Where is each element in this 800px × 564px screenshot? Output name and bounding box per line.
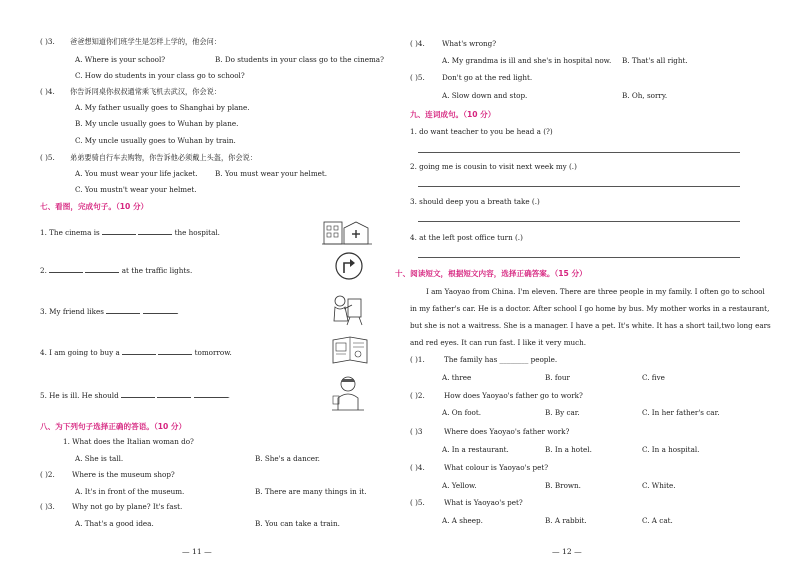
- section9-heading: 九、连词成句。（10 分）: [410, 110, 496, 119]
- buildings-icon: [322, 218, 372, 246]
- blank[interactable]: [157, 397, 191, 398]
- answer-line[interactable]: [418, 186, 740, 187]
- q3-option-b: B. Do students in your class go to the cinema?: [215, 55, 384, 64]
- q3-prompt: 爸爸想知道你们班学生是怎样上学的，他会问：: [70, 37, 221, 46]
- s8-q3: Why not go by plane? It's fast.: [72, 502, 183, 511]
- s10-q2-c: C. In her father's car.: [642, 408, 720, 417]
- s10-q5: What is Yaoyao's pet?: [444, 498, 523, 507]
- s10-q3-c: C. In a hospital.: [642, 445, 700, 454]
- passage-line: I am Yaoyao from China. I'm eleven. There are three people in my family. I often go to school: [426, 287, 765, 296]
- r-q5-option-a: A. Slow down and stop.: [442, 91, 528, 100]
- r-q4: What's wrong?: [442, 39, 497, 48]
- q5-option-a: A. You must wear your life jacket.: [75, 169, 198, 178]
- blank[interactable]: [194, 397, 228, 398]
- q4-option-c: C. My uncle usually goes to Wuhan by train.: [75, 136, 236, 145]
- s8-q3-paren[interactable]: ( )3.: [40, 502, 55, 511]
- s10-q3-b: B. In a hotel.: [545, 445, 592, 454]
- blank[interactable]: [49, 272, 83, 273]
- s10-q2-b: B. By car.: [545, 408, 580, 417]
- s10-q4-c: C. White.: [642, 481, 676, 490]
- s10-q5-paren[interactable]: ( )5.: [410, 498, 425, 507]
- s10-q4: What colour is Yaoyao's pet?: [444, 463, 549, 472]
- blank[interactable]: [106, 313, 140, 314]
- s8-q2-option-a: A. It's in front of the museum.: [75, 487, 185, 496]
- q3-option-c: C. How do students in your class go to school?: [75, 71, 245, 80]
- s10-q3-a: A. In a restaurant.: [442, 445, 509, 454]
- q5-option-b: B. You must wear your helmet.: [215, 169, 328, 178]
- s10-q4-b: B. Brown.: [545, 481, 581, 490]
- s9-item2: 2. going me is cousin to visit next week my (.): [410, 162, 577, 171]
- passage-line: in my father's car. He is a doctor. After school I go home by bus. My mother works in a restaurant,: [410, 304, 770, 313]
- s8-q2-paren[interactable]: ( )2.: [40, 470, 55, 479]
- s10-q3-paren[interactable]: ( )3: [410, 427, 423, 436]
- passage-line: but she is not a waitress. She is a manager. I have a pet. It's white. It has a short tail,two long ears: [410, 321, 771, 330]
- r-q4-option-b: B. That's all right.: [622, 56, 688, 65]
- sick-boy-icon: [328, 374, 368, 412]
- blank[interactable]: [158, 354, 192, 355]
- q4-option-a: A. My father usually goes to Shanghai by plane.: [75, 103, 250, 112]
- page-number-left: — 11 —: [182, 547, 212, 556]
- s10-q4-paren[interactable]: ( )4.: [410, 463, 425, 472]
- s7-item1: 1. The cinema is the hospital.: [40, 228, 220, 237]
- answer-line[interactable]: [418, 221, 740, 222]
- q4-prompt: 你告诉同桌你叔叔通常乘飞机去武汉，你会说：: [70, 87, 221, 96]
- q3-paren[interactable]: ( )3.: [40, 37, 55, 46]
- blank[interactable]: [122, 354, 156, 355]
- s9-item1: 1. do want teacher to you be head a (?): [410, 127, 553, 136]
- s7-item3: 3. My friend likes .: [40, 307, 179, 316]
- s9-item4: 4. at the left post office turn (.): [410, 233, 523, 242]
- s10-q5-a: A. A sheep.: [442, 516, 483, 525]
- passage-line: and red eyes. It can run fast. I like it very much.: [410, 338, 587, 347]
- q4-paren[interactable]: ( )4.: [40, 87, 55, 96]
- page-number-right: — 12 —: [552, 547, 582, 556]
- s7-item4: 4. I am going to buy a tomorrow.: [40, 348, 232, 357]
- q4-option-b: B. My uncle usually goes to Wuhan by plane.: [75, 119, 239, 128]
- s8-q1-option-b: B. She's a dancer.: [255, 454, 320, 463]
- s7-item2: 2. at the traffic lights.: [40, 266, 193, 275]
- blank[interactable]: [102, 234, 136, 235]
- section7-heading: 七、看图，完成句子。（10 分）: [40, 202, 149, 211]
- q5-option-c: C. You mustn't wear your helmet.: [75, 185, 197, 194]
- s10-q2-paren[interactable]: ( )2.: [410, 391, 425, 400]
- s10-q1-a: A. three: [442, 373, 472, 382]
- s10-q2-a: A. On foot.: [442, 408, 482, 417]
- answer-line[interactable]: [418, 152, 740, 153]
- answer-line[interactable]: [418, 257, 740, 258]
- blank[interactable]: [143, 313, 177, 314]
- s10-q2: How does Yaoyao's father go to work?: [444, 391, 583, 400]
- s8-q2-option-b: B. There are many things in it.: [255, 487, 367, 496]
- r-q5-option-b: B. Oh, sorry.: [622, 91, 668, 100]
- s10-q4-a: A. Yellow.: [442, 481, 477, 490]
- s10-q1-b: B. four: [545, 373, 570, 382]
- section10-heading: 十、阅读短文，根据短文内容，选择正确答案。（15 分）: [395, 269, 587, 278]
- s10-q1-c: C. five: [642, 373, 665, 382]
- s8-q3-option-b: B. You can take a train.: [255, 519, 340, 528]
- s10-q1-paren[interactable]: ( )1.: [410, 355, 425, 364]
- s7-item5: 5. He is ill. He should .: [40, 391, 230, 400]
- s9-item3: 3. should deep you a breath take (.): [410, 197, 540, 206]
- r-q5: Don't go at the red light.: [442, 73, 533, 82]
- s8-q1-option-a: A. She is tall.: [75, 454, 124, 463]
- section8-heading: 八、为下列句子选择正确的答语。（10 分）: [40, 422, 187, 431]
- blank[interactable]: [138, 234, 172, 235]
- r-q4-option-a: A. My grandma is ill and she's in hospital now.: [442, 56, 612, 65]
- magazine-icon: [330, 334, 370, 366]
- s10-q3: Where does Yaoyao's father work?: [444, 427, 570, 436]
- r-q5-paren[interactable]: ( )5.: [410, 73, 425, 82]
- turn-right-sign-icon: [334, 251, 364, 283]
- q5-paren[interactable]: ( )5.: [40, 153, 55, 162]
- s8-q3-option-a: A. That's a good idea.: [75, 519, 154, 528]
- drawing-person-icon: [330, 293, 364, 327]
- blank[interactable]: [85, 272, 119, 273]
- s8-q2: Where is the museum shop?: [72, 470, 175, 479]
- s10-q5-b: B. A rabbit.: [545, 516, 587, 525]
- s10-q1: The family has ________ people.: [444, 355, 558, 364]
- s8-q1: 1. What does the Italian woman do?: [63, 437, 194, 446]
- blank[interactable]: [121, 397, 155, 398]
- r-q4-paren[interactable]: ( )4.: [410, 39, 425, 48]
- q5-prompt: 弟弟要骑自行车去购物，你告诉他必须戴上头盔，你会说：: [70, 153, 257, 162]
- s10-q5-c: C. A cat.: [642, 516, 673, 525]
- q3-option-a: A. Where is your school?: [75, 55, 166, 64]
